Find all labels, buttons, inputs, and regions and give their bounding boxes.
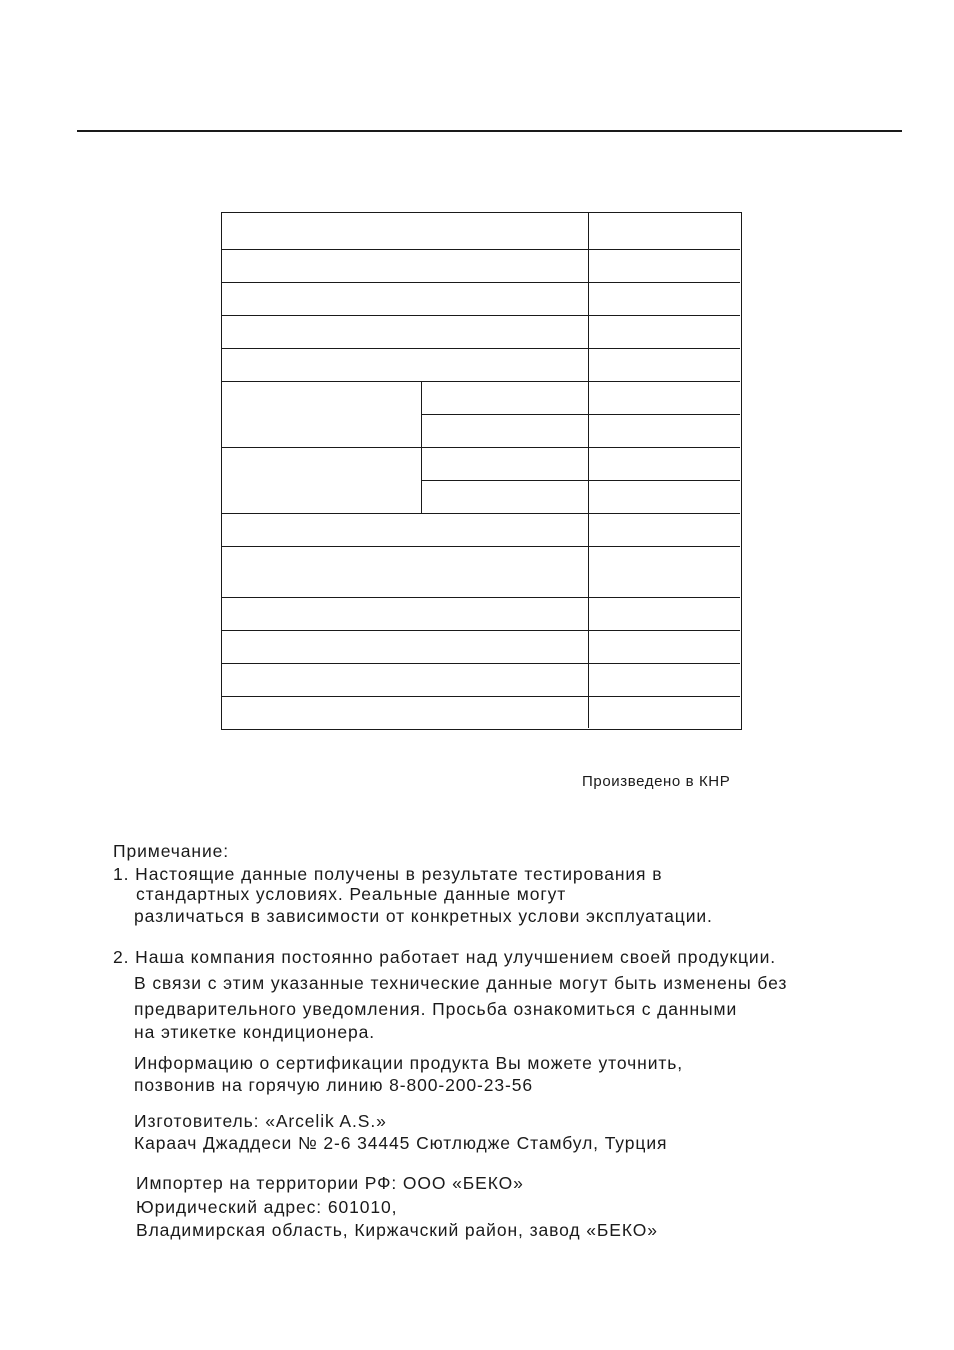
table-row-separator: [421, 414, 740, 415]
note-1-line: различаться в зависимости от конкретных услови эксплуатации.: [134, 906, 713, 926]
spec-table: [221, 212, 742, 730]
certification-line: Информацию о сертификации продукта Вы можете уточнить,: [134, 1053, 684, 1073]
table-row-separator: [222, 696, 740, 697]
table-column-divider: [588, 213, 589, 728]
table-row-separator: [222, 282, 740, 283]
manufacturer-line: Изготовитель: «Arcelik A.S.»: [134, 1111, 387, 1131]
table-row-separator: [222, 597, 740, 598]
notes-heading: Примечание:: [113, 841, 230, 861]
note-2-line: 2. Наша компания постоянно работает над улучшением своей продукции.: [113, 947, 777, 967]
table-row-separator: [222, 249, 740, 250]
table-row-separator: [222, 513, 740, 514]
importer-legal-address-line: Юридический адрес: 601010,: [136, 1197, 398, 1217]
importer-line: Импортер на территории РФ: ООО «БЕКО»: [136, 1173, 524, 1193]
table-row-separator: [222, 663, 740, 664]
table-row-separator: [222, 546, 740, 547]
header-rule: [77, 130, 902, 132]
note-1-line: стандартных условиях. Реальные данные могут: [136, 884, 567, 904]
table-row-separator: [222, 381, 740, 382]
table-row-separator: [222, 630, 740, 631]
table-row-separator: [222, 315, 740, 316]
table-row-separator: [421, 480, 740, 481]
note-2-line: предварительного уведомления. Просьба ознакомиться с данными: [134, 999, 738, 1019]
certification-line: позвонив на горячую линию 8-800-200-23-56: [134, 1075, 534, 1095]
note-2-line: на этикетке кондиционера.: [134, 1022, 376, 1042]
note-1-line: 1. Настоящие данные получены в результате тестирования в: [113, 864, 663, 884]
table-row-separator: [222, 447, 740, 448]
made-in-label: Произведено в КНР: [582, 773, 731, 790]
importer-address-line: Владимирская область, Киржачский район, завод «БЕКО»: [136, 1220, 658, 1240]
table-row-separator: [222, 348, 740, 349]
note-2-line: В связи с этим указанные технические данные могут быть изменены без: [134, 973, 788, 993]
table-subcolumn-divider: [421, 382, 422, 514]
manufacturer-address-line: Караач Джаддеси № 2-6 34445 Сютлюдже Стамбул, Турция: [134, 1133, 668, 1153]
